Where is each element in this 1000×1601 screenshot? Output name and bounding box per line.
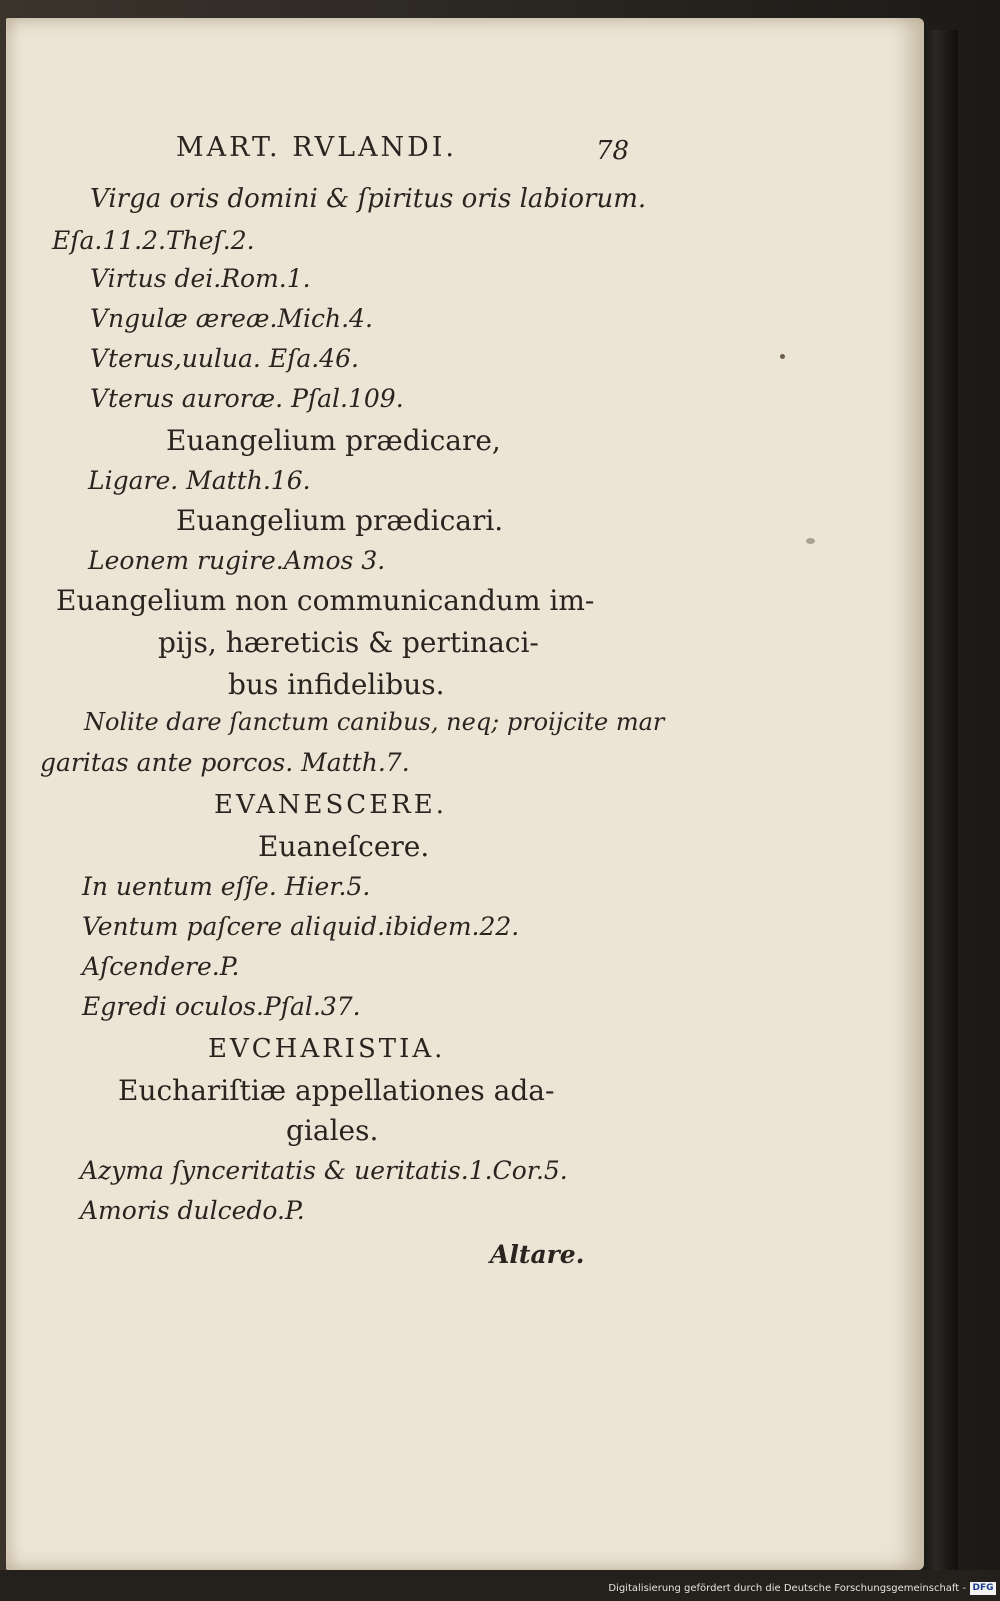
- dfg-logo: DFG: [970, 1582, 996, 1595]
- text-line: Ligare. Matth.16.: [88, 466, 311, 495]
- text-line: garitas ante porcos. Matth.7.: [40, 748, 410, 777]
- ink-speck: [780, 354, 785, 359]
- funding-credit: Digitalisierung gefördert durch die Deutsche Forschungsgemeinschaft -: [608, 1583, 966, 1594]
- text-line: In uentum eſſe. Hier.5.: [82, 872, 371, 901]
- text-line: Vterus auroræ. Pſal.109.: [90, 384, 404, 413]
- section-heading: Euchariſtiæ appellationes ada-: [118, 1074, 555, 1107]
- text-line: Aſcendere.P.: [82, 952, 240, 981]
- section-heading: giales.: [286, 1114, 379, 1147]
- catchword: Altare.: [490, 1240, 585, 1269]
- section-heading: bus infidelibus.: [228, 668, 445, 701]
- section-heading: Euangelium prædicare,: [166, 424, 501, 457]
- text-line: Azyma ſynceritatis & ueritatis.1.Cor.5.: [80, 1156, 568, 1185]
- chapter-heading: EVANESCERE.: [214, 790, 448, 820]
- text-line: Vterus,uulua. Eſa.46.: [90, 344, 359, 373]
- text-line: Eſa.11.2.Theſ.2.: [52, 226, 255, 255]
- running-title: MART. RVLANDI.: [176, 132, 458, 163]
- text-line: Leonem rugire.Amos 3.: [88, 546, 386, 575]
- ink-speck: [806, 538, 815, 544]
- chapter-heading: EVCHARISTIA.: [208, 1034, 446, 1064]
- book-edge: [922, 30, 958, 1570]
- text-line: Egredi oculos.Pſal.37.: [82, 992, 361, 1021]
- text-line: Virtus dei.Rom.1.: [90, 264, 311, 293]
- text-line: Virga oris domini & ſpiritus oris labiorum.: [90, 184, 647, 214]
- text-line: Vngulæ æreæ.Mich.4.: [90, 304, 373, 333]
- text-line: Amoris dulcedo.P.: [80, 1196, 305, 1225]
- text-line: Nolite dare ſanctum canibus, neq; proijcite mar: [84, 708, 665, 736]
- section-heading: Euaneſcere.: [258, 830, 430, 863]
- section-heading: pijs, hæreticis & pertinaci-: [158, 626, 539, 659]
- text-line: Ventum paſcere aliquid.ibidem.22.: [82, 912, 520, 941]
- section-heading: Euangelium non communicandum im-: [56, 584, 595, 617]
- page-number: 78: [596, 136, 630, 166]
- section-heading: Euangelium prædicari.: [176, 504, 504, 537]
